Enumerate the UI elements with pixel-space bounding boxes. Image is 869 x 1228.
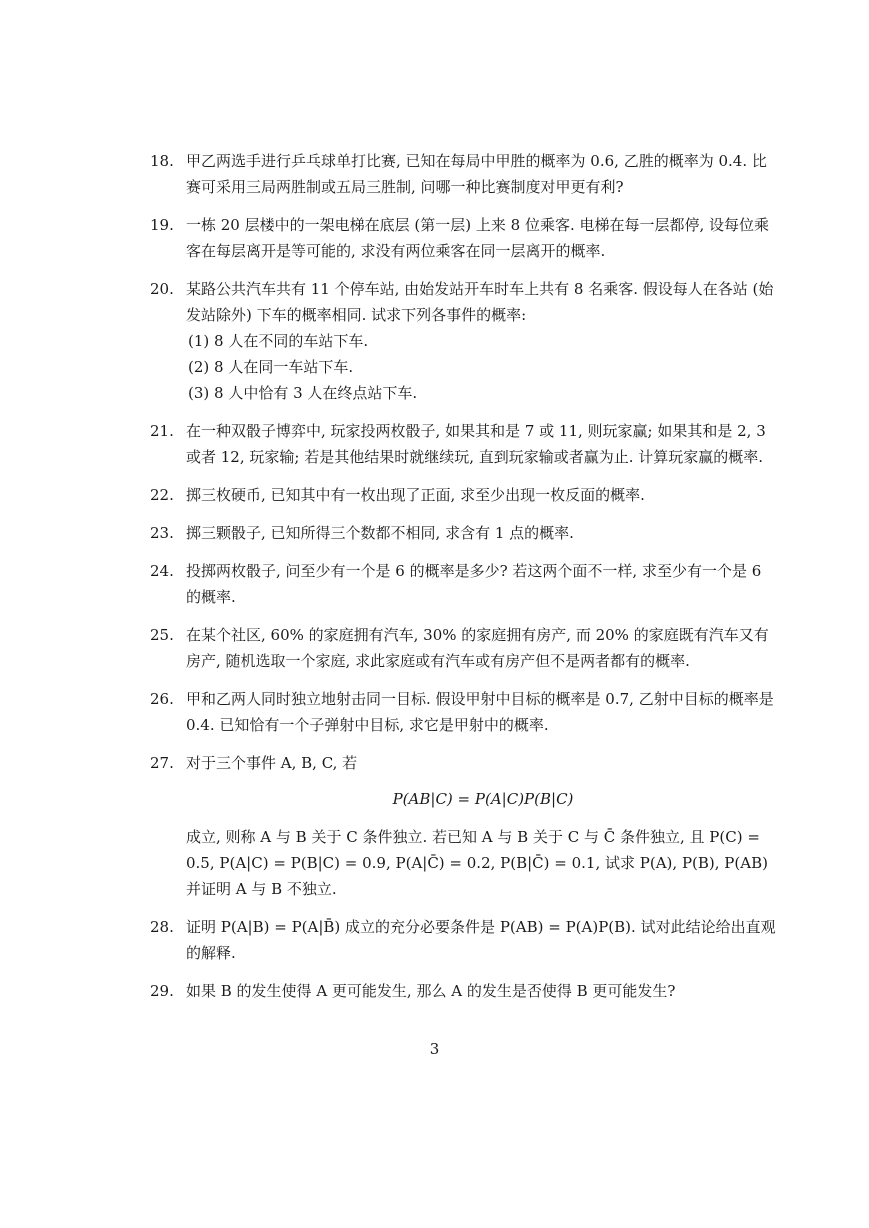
problem-text-continued: 成立, 则称 A 与 B 关于 C 条件独立. 若已知 A 与 B 关于 C 与 C̄ 条件独立, 且 P(C) = 0.5, P(A|C) = P(B|C) = 0.9, P(A|C̄) = 0.2, P(B|C̄) = 0.1, 试求 P(A), P(B), P(AB) 并证明 A 与 B 不独立.: [186, 828, 768, 898]
problem-20: [150, 276, 780, 406]
problem-29: [150, 978, 780, 1004]
problem-text: 甲和乙两人同时独立地射击同一目标. 假设甲射中目标的概率是 0.7, 乙射中目标的概率是 0.4. 已知恰有一个子弹射中目标, 求它是甲射中的概率.: [186, 690, 774, 734]
problem-number: 21.: [150, 422, 174, 440]
problem-subitem: (3) 8 人中恰有 3 人在终点站下车.: [188, 384, 418, 402]
problem-27: [150, 750, 780, 902]
problem-list: [150, 148, 780, 1016]
problem-number: 26.: [150, 690, 174, 708]
problem-text: 在一种双骰子博弈中, 玩家投两枚骰子, 如果其和是 7 或 11, 则玩家赢; 如果其和是 2, 3 或者 12, 玩家输; 若是其他结果时就继续玩, 直到玩家输或者赢为止. 计算玩家赢的概率.: [186, 422, 766, 466]
problem-number: 27.: [150, 754, 174, 772]
problem-25: [150, 622, 780, 674]
problem-text: 如果 B 的发生使得 A 更可能发生, 那么 A 的发生是否使得 B 更可能发生?: [186, 982, 676, 1000]
problem-number: 29.: [150, 982, 174, 1000]
problem-number: 22.: [150, 486, 174, 504]
problem-text: 掷三颗骰子, 已知所得三个数都不相同, 求含有 1 点的概率.: [186, 524, 574, 542]
problem-number: 28.: [150, 918, 174, 936]
problem-number: 20.: [150, 280, 174, 298]
problem-number: 18.: [150, 152, 174, 170]
problem-26: [150, 686, 780, 738]
problem-text: 掷三枚硬币, 已知其中有一枚出现了正面, 求至少出现一枚反面的概率.: [186, 486, 645, 504]
problem-text: 在某个社区, 60% 的家庭拥有汽车, 30% 的家庭拥有房产, 而 20% 的家庭既有汽车又有房产, 随机选取一个家庭, 求此家庭或有汽车或有房产但不是两者都有的概率.: [186, 626, 769, 670]
problem-number: 25.: [150, 626, 174, 644]
page-number: 3: [429, 1040, 440, 1058]
problem-21: [150, 418, 780, 470]
problem-18: [150, 148, 780, 200]
display-equation: P(AB|C) = P(A|C)P(B|C): [392, 790, 574, 808]
problem-text: 对于三个事件 A, B, C, 若: [186, 754, 358, 772]
problem-text: 一栋 20 层楼中的一架电梯在底层 (第一层) 上来 8 位乘客. 电梯在每一层都停, 设每位乘客在每层离开是等可能的, 求没有两位乘客在同一层离开的概率.: [186, 216, 770, 260]
problem-number: 24.: [150, 562, 174, 580]
problem-subitem: (1) 8 人在不同的车站下车.: [188, 332, 369, 350]
problem-text: 投掷两枚骰子, 问至少有一个是 6 的概率是多少? 若这两个面不一样, 求至少有一个是 6 的概率.: [186, 562, 762, 606]
problem-number: 23.: [150, 524, 174, 542]
problem-text: 某路公共汽车共有 11 个停车站, 由始发站开车时车上共有 8 名乘客. 假设每人在各站 (始发站除外) 下车的概率相同. 试求下列各事件的概率:: [186, 280, 774, 324]
problem-19: [150, 212, 780, 264]
problem-24: [150, 558, 780, 610]
problem-23: [150, 520, 780, 546]
problem-28: [150, 914, 780, 966]
problem-text: 甲乙两选手进行乒乓球单打比赛, 已知在每局中甲胜的概率为 0.6, 乙胜的概率为 0.4. 比赛可采用三局两胜制或五局三胜制, 问哪一种比赛制度对甲更有利?: [186, 152, 767, 196]
problem-text: 证明 P(A|B) = P(A|B̄) 成立的充分必要条件是 P(AB) = P(A)P(B). 试对此结论给出直观的解释.: [186, 918, 776, 962]
problem-22: [150, 482, 780, 508]
problem-number: 19.: [150, 216, 174, 234]
problem-subitem: (2) 8 人在同一车站下车.: [188, 358, 354, 376]
